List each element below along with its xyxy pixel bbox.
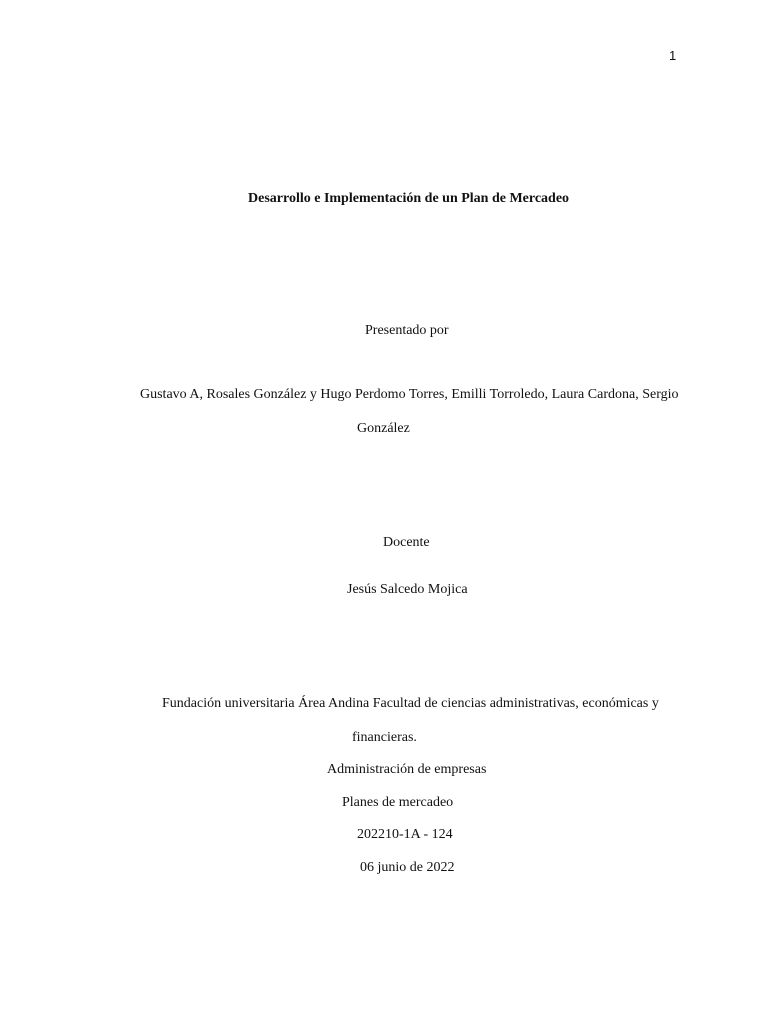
- docente-label: Docente: [383, 535, 430, 550]
- program-name: Administración de empresas: [327, 762, 487, 777]
- document-date: 06 junio de 2022: [360, 860, 455, 875]
- presented-by-label: Presentado por: [365, 323, 449, 338]
- authors-line-1: Gustavo A, Rosales González y Hugo Perdomo Torres, Emilli Torroledo, Laura Cardona, Sergio: [140, 387, 679, 402]
- docente-name: Jesús Salcedo Mojica: [347, 582, 468, 597]
- institution-line-1: Fundación universitaria Área Andina Facultad de ciencias administrativas, económicas y: [162, 696, 659, 711]
- course-code: 202210-1A - 124: [357, 827, 453, 842]
- institution-line-2: financieras.: [352, 730, 417, 745]
- document-title: Desarrollo e Implementación de un Plan de Mercadeo: [248, 191, 570, 206]
- page-number: 1: [669, 48, 677, 63]
- authors-line-2: González: [357, 421, 410, 436]
- course-name: Planes de mercadeo: [342, 795, 454, 810]
